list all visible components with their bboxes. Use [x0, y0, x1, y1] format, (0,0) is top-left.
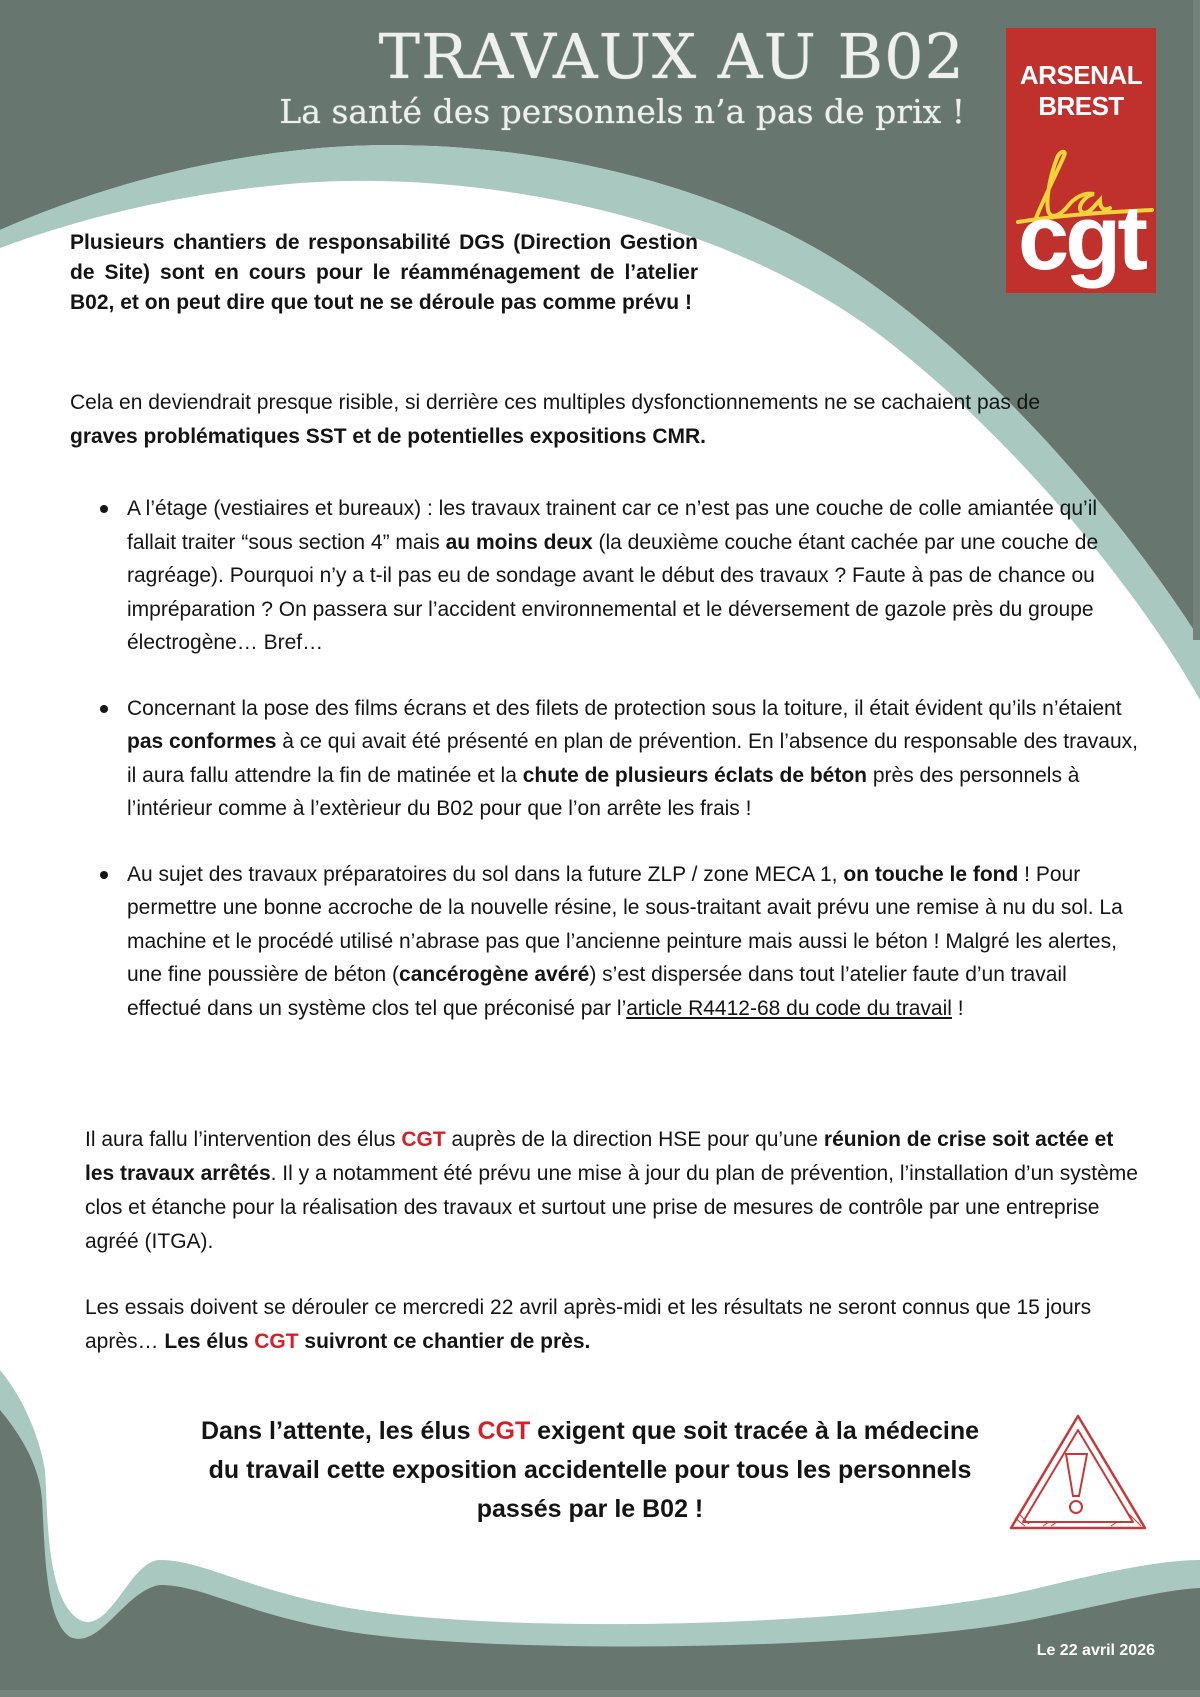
text: Au sujet des travaux préparatoires du sol dans la future ZLP / zone MECA 1,	[127, 862, 844, 886]
text: Les essais doivent se dérouler ce mercredi 22 avril après-midi et les résultats ne seront connus que 15 jours après…	[85, 1296, 1092, 1353]
logo-cgt: cgt	[1018, 187, 1144, 289]
emphasis-text: on touche le fond	[843, 862, 1019, 886]
text: A l’étage (vestiaires et bureaux) : les travaux trainent car ce n’est pas une couche de colle amiantée qu’il fallait traiter “sous section 4” mais	[127, 497, 1098, 554]
emphasis-text: cancérogène avéré	[399, 963, 590, 986]
issues-list	[98, 492, 1138, 1057]
text: ) s’est dispersée dans tout l’atelier faute d’un travail effectué dans un système clos tel que préconisé par l’	[127, 963, 1067, 1020]
cgt-highlight: CGT	[254, 1330, 299, 1353]
intro-paragraph: Plusieurs chantiers de responsabilité DGS (Direction Gestion de Site) sont en cours pour le réamménagement de l’atelier B02, et on peut dire que tout ne se déroule pas comme prévu !	[70, 231, 698, 314]
text: . Il y a notamment été prévu une mise à jour du plan de prévention, l’installation d’un système clos et étanche pour la réalisation des travaux et surtout une prise de mesures de contrôle par une entreprise agréé (ITGA).	[85, 1162, 1138, 1253]
text: ! Pour permettre une bonne accroche de la nouvelle résine, le sous-traitant avait prévu une remise à nu du sol. La machine et le procédé utilisé n’abrase pas que l’ancienne peinture mais aussi le béton ! Malgré les alertes, une fine poussière de béton (	[127, 862, 1123, 986]
article-reference-link[interactable]: article R4412-68 du code du travail	[626, 996, 952, 1020]
logo-line-brest: BREST	[1038, 91, 1124, 121]
emphasis-text: Les élus	[164, 1330, 255, 1353]
text: auprès de la direction HSE pour qu’une	[445, 1128, 824, 1151]
text: (la deuxième couche étant cachée par une couche de ragréage). Pourquoi n’y a t-il pas eu de sondage avant le début des travaux ? Faute à pas de chance ou impréparation ? On passera sur l’accident environnemental et le déversement de gazole près du groupe électrogène… Bref…	[127, 530, 1099, 654]
text: Dans l’attente, les élus	[200, 1417, 478, 1445]
logo-line-arsenal: ARSENAL	[1019, 60, 1143, 90]
paragraph-tests	[85, 1291, 1145, 1359]
page-subtitle: La santé des personnels n’a pas de prix !	[279, 92, 965, 131]
text: à ce qui avait été présenté en plan de prévention. En l’absence du responsable des travaux, il aura fallu attendre la fin de matinée et la	[127, 730, 1138, 787]
text: près des personnels à l’intérieur comme à l’extèrieur du B02 pour que l’on arrête les frais !	[127, 763, 1080, 820]
demand-callout	[200, 1412, 980, 1529]
text: exigent que soit tracée à la médecine du travail cette exposition accidentelle pour tous les personnels passés par le B02 !	[208, 1417, 980, 1523]
paragraph-intervention	[85, 1123, 1145, 1259]
emphasis-text: graves problématiques SST et de potentielles expositions CMR.	[70, 425, 706, 448]
cgt-arsenal-brest-logo	[1006, 28, 1156, 293]
cgt-highlight: CGT	[401, 1128, 446, 1151]
list-item	[98, 692, 1138, 826]
cgt-highlight: CGT	[477, 1417, 531, 1445]
text: Concernant la pose des films écrans et des filets de protection sous la toiture, il était évident qu’ils n’étaient	[127, 696, 1122, 720]
page-title: TRAVAUX AU B02	[378, 20, 965, 93]
text: Cela en deviendrait presque risible, si derrière ces multiples dysfonctionnements ne se cachaient pas de	[70, 391, 1041, 414]
paragraph-context	[70, 386, 1060, 454]
warning-triangle-icon	[1003, 1410, 1153, 1535]
text: !	[951, 996, 964, 1020]
emphasis-text: réunion de crise soit actée et les travaux arrêtés	[85, 1128, 1114, 1185]
list-item	[98, 492, 1138, 660]
publication-date: Le 22 avril 2026	[1036, 1642, 1155, 1659]
text: Il aura fallu l’intervention des élus	[85, 1128, 402, 1151]
emphasis-text: chute de plusieurs éclats de béton	[522, 763, 868, 787]
bullet-icon	[100, 705, 108, 713]
logo-arsenal-brest	[1006, 60, 1156, 122]
emphasis-text: pas conformes	[127, 730, 277, 753]
emphasis-text: au moins deux	[445, 530, 593, 554]
bullet-icon	[100, 505, 108, 513]
list-item	[98, 858, 1138, 1026]
emphasis-text: suivront ce chantier de près.	[298, 1330, 591, 1353]
right-edge-strip	[1193, 0, 1200, 640]
bullet-icon	[100, 871, 108, 879]
